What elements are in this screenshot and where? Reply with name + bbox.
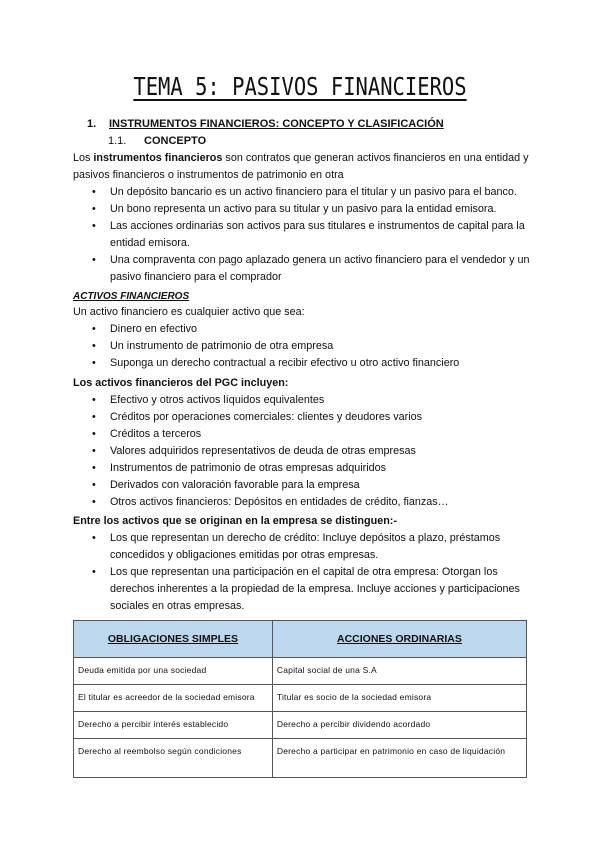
list-item: • Valores adquiridos representativos de deuda de otras empresas [92, 443, 532, 460]
table-row [74, 712, 527, 739]
intro-text-post: son contratos que generan activos financieros en una entidad y pasivos financieros o instrumentos de patrimonio en otra [73, 152, 529, 181]
list-item: • Instrumentos de patrimonio de otras empresas adquiridos [92, 460, 532, 477]
table-row [74, 658, 527, 685]
origen-bullet-list [92, 530, 532, 615]
intro-paragraph [73, 150, 533, 184]
list-item: • Un bono representa un activo para su titular y un pasivo para la entidad emisora. [92, 201, 532, 218]
list-item: • Dinero en efectivo [92, 321, 532, 338]
intro-text-bold: instrumentos financieros [93, 152, 223, 164]
intro-bullet-list [92, 184, 532, 286]
table-cell: Capital social de una S.A [272, 658, 526, 685]
section-heading-1 [87, 118, 444, 130]
list-item: • Los que representan un derecho de crédito: Incluye depósitos a plazo, préstamos concedidos y obligaciones emitidas por otras empresas. [92, 530, 532, 564]
table-cell: El titular es acreedor de la sociedad emisora [74, 685, 273, 712]
list-item: • Un depósito bancario es un activo financiero para el titular y un pasivo para el banco. [92, 184, 532, 201]
subsection-heading-1-1 [108, 135, 206, 147]
table-cell: Deuda emitida por una sociedad [74, 658, 273, 685]
pgc-heading: Los activos financieros del PGC incluyen: [73, 377, 289, 389]
list-item: • Efectivo y otros activos líquidos equivalentes [92, 392, 532, 409]
list-item: • Un instrumento de patrimonio de otra empresa [92, 338, 532, 355]
section-title: INSTRUMENTOS FINANCIEROS: CONCEPTO Y CLASIFICACIÓN [109, 118, 444, 130]
table-cell: Derecho a participar en patrimonio en caso de liquidación [272, 739, 526, 778]
page-title: TEMA 5: PASIVOS FINANCIEROS [133, 72, 467, 101]
intro-text-pre: Los [73, 152, 94, 164]
activos-intro: Un activo financiero es cualquier activo que sea: [73, 306, 305, 318]
list-item: • Créditos a terceros [92, 426, 532, 443]
table-row [74, 685, 527, 712]
table-header-obligaciones: OBLIGACIONES SIMPLES [74, 621, 273, 658]
table-cell: Titular es socio de la sociedad emisora [272, 685, 526, 712]
activos-heading: ACTIVOS FINANCIEROS [73, 291, 190, 302]
table-header-row [74, 621, 527, 658]
table-header-acciones: ACCIONES ORDINARIAS [272, 621, 526, 658]
comparison-table [73, 620, 527, 778]
origen-heading: Entre los activos que se originan en la empresa se distinguen:- [73, 515, 397, 527]
list-item: • Las acciones ordinarias son activos para sus titulares e instrumentos de capital para la entidad emisora. [92, 218, 532, 252]
table-row [74, 739, 527, 778]
subsection-number: 1.1. [108, 135, 127, 147]
table-cell: Derecho al reembolso según condiciones [74, 739, 273, 778]
table-cell: Derecho a percibir interés establecido [74, 712, 273, 739]
list-item: • Los que representan una participación en el capital de otra empresa: Otorgan los derechos inherentes a la propiedad de la empresa. Incluye acciones y participaciones sociales en otras empresas. [92, 564, 532, 615]
list-item: • Suponga un derecho contractual a recibir efectivo u otro activo financiero [92, 355, 532, 372]
table-cell: Derecho a percibir dividendo acordado [272, 712, 526, 739]
subsection-title: CONCEPTO [144, 135, 207, 147]
list-item: • Otros activos financieros: Depósitos en entidades de crédito, fianzas… [92, 494, 532, 511]
list-item: • Créditos por operaciones comerciales: clientes y deudores varios [92, 409, 532, 426]
section-number: 1. [87, 118, 97, 130]
activos-bullet-list [92, 321, 532, 372]
list-item: • Una compraventa con pago aplazado genera un activo financiero para el vendedor y un pasivo financiero para el comprador [92, 252, 532, 286]
pgc-bullet-list [92, 392, 532, 511]
list-item: • Derivados con valoración favorable para la empresa [92, 477, 532, 494]
